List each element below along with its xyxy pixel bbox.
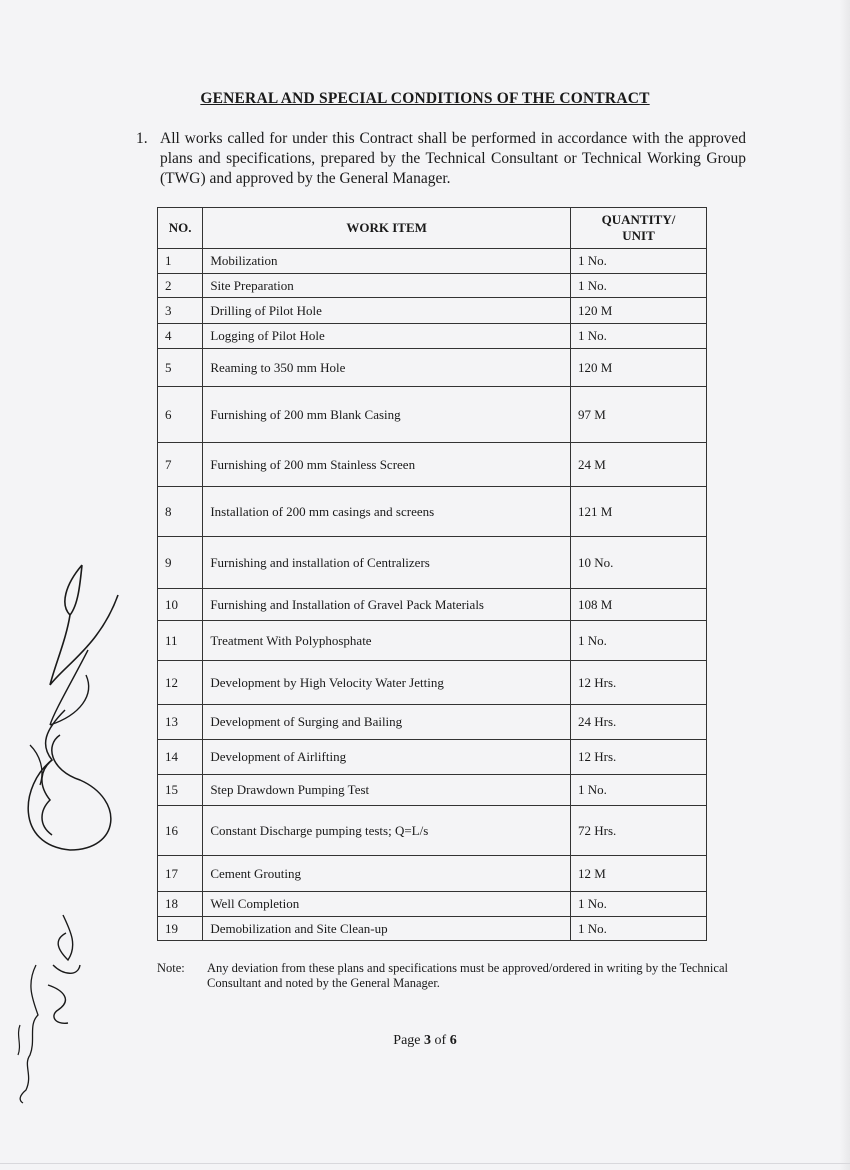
row-quantity: 24 M: [571, 443, 707, 487]
document-title: GENERAL AND SPECIAL CONDITIONS OF THE CONTRACT: [200, 90, 650, 107]
row-quantity: 120 M: [571, 298, 707, 324]
table-row: [158, 661, 707, 705]
row-number: 14: [158, 740, 203, 775]
table-body: [158, 249, 707, 941]
header-unit: UNIT: [622, 228, 655, 243]
row-quantity: 1 No.: [571, 621, 707, 661]
row-number: 15: [158, 775, 203, 806]
row-number: 19: [158, 917, 203, 941]
row-work-item: Logging of Pilot Hole: [203, 324, 571, 349]
header-work-item: WORK ITEM: [203, 208, 571, 249]
table-row: [158, 487, 707, 537]
row-number: 11: [158, 621, 203, 661]
table-row: [158, 443, 707, 487]
work-items-table: [157, 207, 707, 941]
row-work-item: Furnishing of 200 mm Stainless Screen: [203, 443, 571, 487]
row-number: 7: [158, 443, 203, 487]
row-quantity: 12 Hrs.: [571, 661, 707, 705]
row-work-item: Furnishing and Installation of Gravel Pack Materials: [203, 589, 571, 621]
row-quantity: 1 No.: [571, 249, 707, 274]
row-quantity: 1 No.: [571, 775, 707, 806]
page-current: 3: [424, 1033, 432, 1048]
row-quantity: 1 No.: [571, 917, 707, 941]
header-quantity-unit: [571, 208, 707, 249]
table-row: [158, 274, 707, 298]
table-row: [158, 387, 707, 443]
row-number: 17: [158, 856, 203, 892]
table-row: [158, 298, 707, 324]
header-quantity: QUANTITY/: [601, 212, 676, 227]
note-text: Any deviation from these plans and specifications must be approved/ordered in writing by the Technical Consultant and noted by the General Manager.: [207, 961, 728, 990]
table-row: [158, 705, 707, 740]
clause-number: 1.: [136, 130, 148, 147]
row-work-item: Site Preparation: [203, 274, 571, 298]
table-row: [158, 775, 707, 806]
table-row: [158, 917, 707, 941]
row-number: 1: [158, 249, 203, 274]
table-row: [158, 349, 707, 387]
clause-1: [136, 129, 746, 189]
row-quantity: 121 M: [571, 487, 707, 537]
table-row: [158, 249, 707, 274]
row-quantity: 1 No.: [571, 324, 707, 349]
row-quantity: 72 Hrs.: [571, 806, 707, 856]
header-no: NO.: [158, 208, 203, 249]
page-total: 6: [449, 1033, 457, 1048]
row-number: 3: [158, 298, 203, 324]
row-work-item: Installation of 200 mm casings and screens: [203, 487, 571, 537]
page-edge-line: [0, 1163, 850, 1164]
table-row: [158, 856, 707, 892]
row-work-item: Constant Discharge pumping tests; Q=L/s: [203, 806, 571, 856]
row-work-item: Development by High Velocity Water Jetting: [203, 661, 571, 705]
table-row: [158, 537, 707, 589]
row-number: 4: [158, 324, 203, 349]
row-work-item: Treatment With Polyphosphate: [203, 621, 571, 661]
row-quantity: 108 M: [571, 589, 707, 621]
row-number: 9: [158, 537, 203, 589]
table-row: [158, 324, 707, 349]
row-work-item: Reaming to 350 mm Hole: [203, 349, 571, 387]
page-of: of: [431, 1033, 450, 1048]
row-quantity: 1 No.: [571, 892, 707, 917]
row-number: 10: [158, 589, 203, 621]
row-work-item: Step Drawdown Pumping Test: [203, 775, 571, 806]
signature-large: [10, 545, 130, 875]
page-prefix: Page: [393, 1033, 425, 1048]
row-number: 6: [158, 387, 203, 443]
table-row: [158, 806, 707, 856]
row-quantity: 1 No.: [571, 274, 707, 298]
row-work-item: Development of Airlifting: [203, 740, 571, 775]
page-number: [0, 1033, 850, 1049]
row-number: 12: [158, 661, 203, 705]
clause-text: All works called for under this Contract shall be performed in accordance with the approved plans and specifications, prepared by the Technical Consultant or Technical Working Group (TWG) and approved by the General Manager.: [160, 130, 746, 187]
row-quantity: 12 Hrs.: [571, 740, 707, 775]
row-work-item: Well Completion: [203, 892, 571, 917]
row-number: 2: [158, 274, 203, 298]
row-number: 16: [158, 806, 203, 856]
row-work-item: Drilling of Pilot Hole: [203, 298, 571, 324]
row-number: 13: [158, 705, 203, 740]
table-row: [158, 589, 707, 621]
note-label: Note:: [157, 961, 185, 975]
row-work-item: Mobilization: [203, 249, 571, 274]
row-number: 5: [158, 349, 203, 387]
row-work-item: Development of Surging and Bailing: [203, 705, 571, 740]
table-row: [158, 621, 707, 661]
note: [157, 961, 747, 991]
table-header-row: [158, 208, 707, 249]
table-row: [158, 740, 707, 775]
row-work-item: Demobilization and Site Clean-up: [203, 917, 571, 941]
row-number: 8: [158, 487, 203, 537]
table-row: [158, 892, 707, 917]
row-quantity: 10 No.: [571, 537, 707, 589]
row-number: 18: [158, 892, 203, 917]
page-edge-shadow: [840, 0, 850, 1170]
row-quantity: 24 Hrs.: [571, 705, 707, 740]
row-work-item: Cement Grouting: [203, 856, 571, 892]
row-work-item: Furnishing and installation of Centralizers: [203, 537, 571, 589]
signature-initials: [8, 905, 88, 1105]
row-quantity: 120 M: [571, 349, 707, 387]
row-quantity: 12 M: [571, 856, 707, 892]
row-quantity: 97 M: [571, 387, 707, 443]
row-work-item: Furnishing of 200 mm Blank Casing: [203, 387, 571, 443]
